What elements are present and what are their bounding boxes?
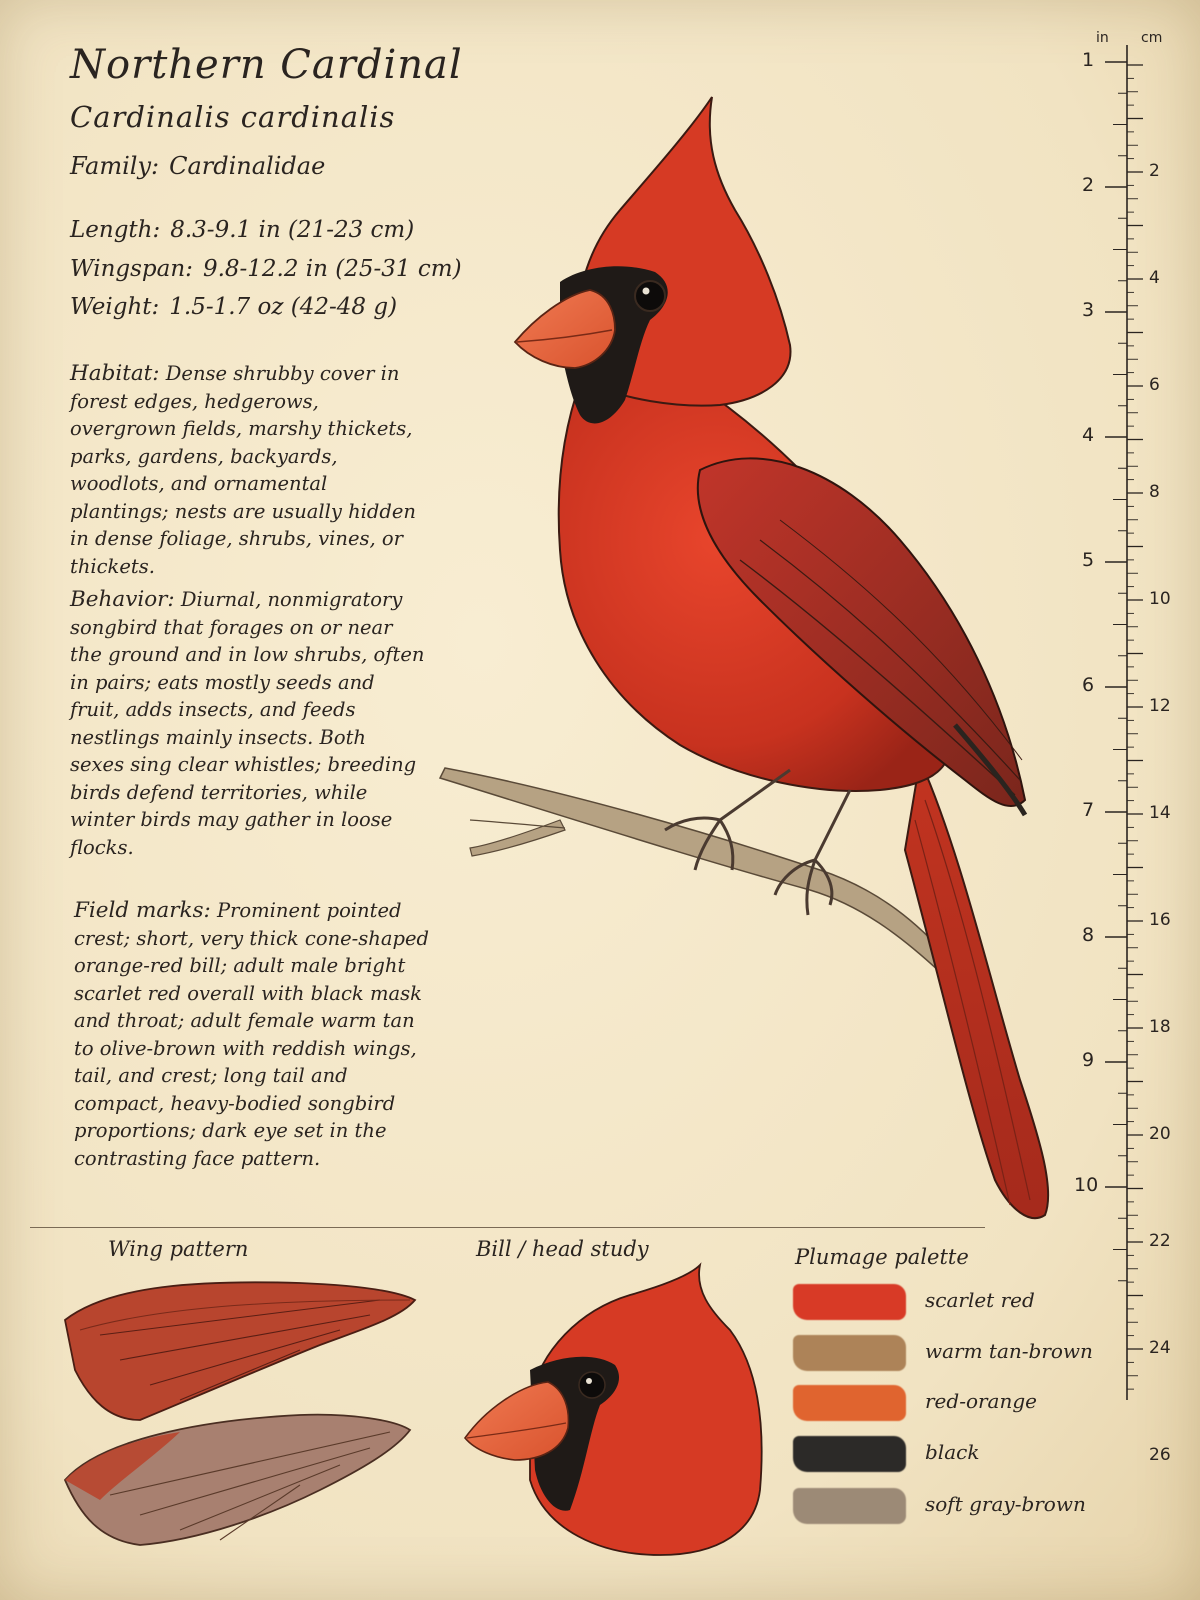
field-marks-text: Prominent pointed crest; short, very thick cone-shaped orange-red bill; adult male bright scarlet red overall with black mask and throat; adult female warm tan to olive-brown with reddish wings, tail, and crest; long tail and compact, heavy-bodied songbird proportions; dark eye set in the contrasting face pattern. — [74, 899, 429, 1170]
ruler-cm-label: 26 — [1149, 1445, 1171, 1465]
ruler-cm-label: 14 — [1149, 803, 1171, 823]
ruler-inch-label: 6 — [1082, 674, 1095, 696]
palette-swatch — [793, 1284, 906, 1320]
common-name-title: Northern Cardinal — [70, 42, 463, 88]
ruler-cm-label: 6 — [1149, 375, 1160, 395]
ruler-cm-label: 8 — [1149, 482, 1160, 502]
ruler-inch-label: 3 — [1082, 299, 1095, 321]
ruler-cm-label: 16 — [1149, 910, 1171, 930]
ruler-cm-label: 10 — [1149, 589, 1171, 609]
measurement-label: Length: — [70, 217, 161, 243]
palette-swatch — [793, 1436, 906, 1472]
ruler-inch-label: 8 — [1082, 924, 1095, 946]
ruler-inch-label: 4 — [1082, 424, 1095, 446]
ruler-inch-label: 5 — [1082, 549, 1095, 571]
ruler-inch-label: 1 — [1082, 49, 1095, 71]
family-label: Family: — [70, 152, 160, 180]
habitat-text: Dense shrubby cover in forest edges, hedgerows, overgrown fields, marshy thickets, parks, gardens, backyards, woodlots, and ornamental plantings; nests are usually hidden in dense foliage, shrubs, vines, or thickets. — [70, 362, 416, 578]
field-marks-label: Field marks: — [74, 898, 211, 923]
ruler-inch-label: 7 — [1082, 799, 1095, 821]
ruler-in-label: in — [1096, 30, 1109, 46]
ruler-cm-label: 22 — [1149, 1231, 1171, 1251]
palette-swatch-label: black — [925, 1440, 980, 1464]
ruler-inch-label: 9 — [1082, 1049, 1095, 1071]
measurement-label: Wingspan: — [70, 256, 193, 282]
behavior-text: Diurnal, nonmigratory songbird that forages on or near the ground and in low shrubs, often in pairs; eats mostly seeds and fruit, adds insects, and feeds nestlings mainly insects. Both sexes sing clear whistles; breeding birds defend territories, while winter birds may gather in loose flocks. — [70, 588, 425, 859]
measurement-label: Weight: — [70, 294, 160, 320]
palette-swatch — [793, 1335, 906, 1371]
measurement-value: 9.8-12.2 in (25-31 cm) — [202, 256, 462, 282]
family-value: Cardinalidae — [169, 152, 326, 180]
measurement-value: 8.3-9.1 in (21-23 cm) — [170, 217, 415, 243]
palette-swatch-label: red-orange — [925, 1389, 1038, 1413]
head-study-title: Bill / head study — [476, 1237, 649, 1261]
ruler-cm-label: 2 — [1149, 161, 1160, 181]
palette-title: Plumage palette — [795, 1245, 969, 1269]
palette-swatch-label: warm tan-brown — [925, 1339, 1093, 1363]
palette-swatch-label: scarlet red — [925, 1288, 1035, 1312]
ruler-inch-label: 2 — [1082, 174, 1095, 196]
ruler-inch-label: 10 — [1074, 1174, 1099, 1196]
ruler-cm-label: 18 — [1149, 1017, 1171, 1037]
ruler-cm-label: 4 — [1149, 268, 1160, 288]
ruler-cm-label: 20 — [1149, 1124, 1171, 1144]
behavior-label: Behavior: — [70, 587, 175, 612]
palette-swatch — [793, 1385, 906, 1421]
habitat-label: Habitat: — [70, 361, 160, 386]
measurement-value: 1.5-1.7 oz (42-48 g) — [169, 294, 398, 320]
ruler-cm-label: 12 — [1149, 696, 1171, 716]
wing-pattern-title: Wing pattern — [108, 1237, 249, 1261]
ruler-cm-label: cm — [1141, 30, 1163, 46]
head-study-eye — [579, 1372, 605, 1398]
palette-swatch — [793, 1488, 906, 1524]
palette-swatch-label: soft gray-brown — [925, 1492, 1086, 1516]
scientific-name: Cardinalis cardinalis — [70, 100, 396, 134]
ruler-cm-label: 24 — [1149, 1338, 1171, 1358]
head-study-bill — [465, 1382, 568, 1460]
